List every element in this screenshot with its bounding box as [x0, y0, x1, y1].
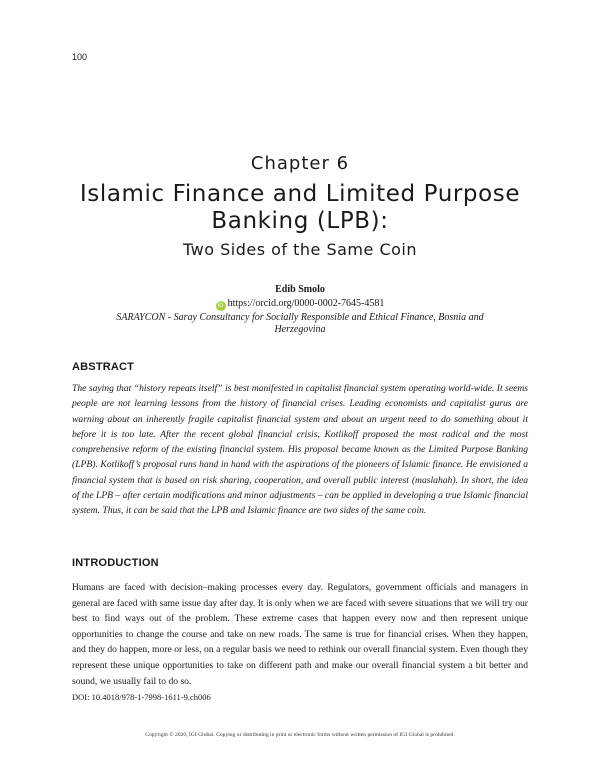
author-name: Edib Smolo — [275, 284, 325, 295]
introduction-text: Humans are faced with decision–making processes every day. Regulators, government officials and managers in general are faced with same issue day after day. It is only when we are faced with severe situations that we will try our best to find ways out of the problem. These extreme cases that happen every now and then represent unique opportunities to change the course and take on new roads. The same is true for financial crises. When they happen, and they do happen, more or less, on a regular basis we need to rethink our overall financial system. Even though they represent these unique opportunities to take on different path and make our overall financial system a bit better and sound, we usually fail to do so. — [72, 582, 528, 687]
page-number: 100 — [72, 52, 88, 62]
author-affiliation: SARAYCON - Saray Consultancy for Socially Responsible and Ethical Finance, Bosnia and Herzegovina — [116, 312, 484, 335]
abstract-heading: ABSTRACT — [72, 361, 135, 373]
chapter-subtitle: Two Sides of the Same Coin — [183, 240, 417, 259]
copyright-notice: Copyright © 2020, IGI Global. Copying or distributing in print or electronic forms without written permission of IGI Global is prohibited. — [145, 732, 455, 738]
abstract-text: The saying that “history repeats itself” is best manifested in capitalist financial system operating world-wide. It seems people are not learning lessons from the history of financial crises. Leading economists and capitalist gurus are warning about an inherently fragile capitalist financial system and about an urgent need to do something about it before it is too late. After the recent global financial crisis, Kotlikoff proposed the most radical and the most comprehensive reform of the existing financial system. His proposal became known as the Limited Purpose Banking (LPB). Kotlikoff’s proposal runs hand in hand with the aspirations of the pioneers of Islamic finance. He envisioned a financial system that is based on risk sharing, cooperation, and overall public interest (maslahah). In short, the idea of the LPB – after certain modifications and minor adjustments – can be applied in developing a true Islamic financial system. Thus, it can be said that the LPB and Islamic finance are two sides of the same coin. — [72, 383, 528, 517]
chapter-label: Chapter 6 — [250, 153, 350, 174]
chapter-title: Islamic Finance and Limited Purpose Banking (LPB): — [79, 181, 521, 234]
orcid-icon: iD — [216, 301, 226, 311]
orcid-line — [0, 298, 600, 311]
doi-line: DOI: 10.4018/978-1-7998-1611-9.ch006 — [72, 692, 211, 702]
orcid-link[interactable]: https://orcid.org/0000-0002-7645-4581 — [227, 298, 385, 309]
introduction-heading: INTRODUCTION — [72, 557, 159, 569]
